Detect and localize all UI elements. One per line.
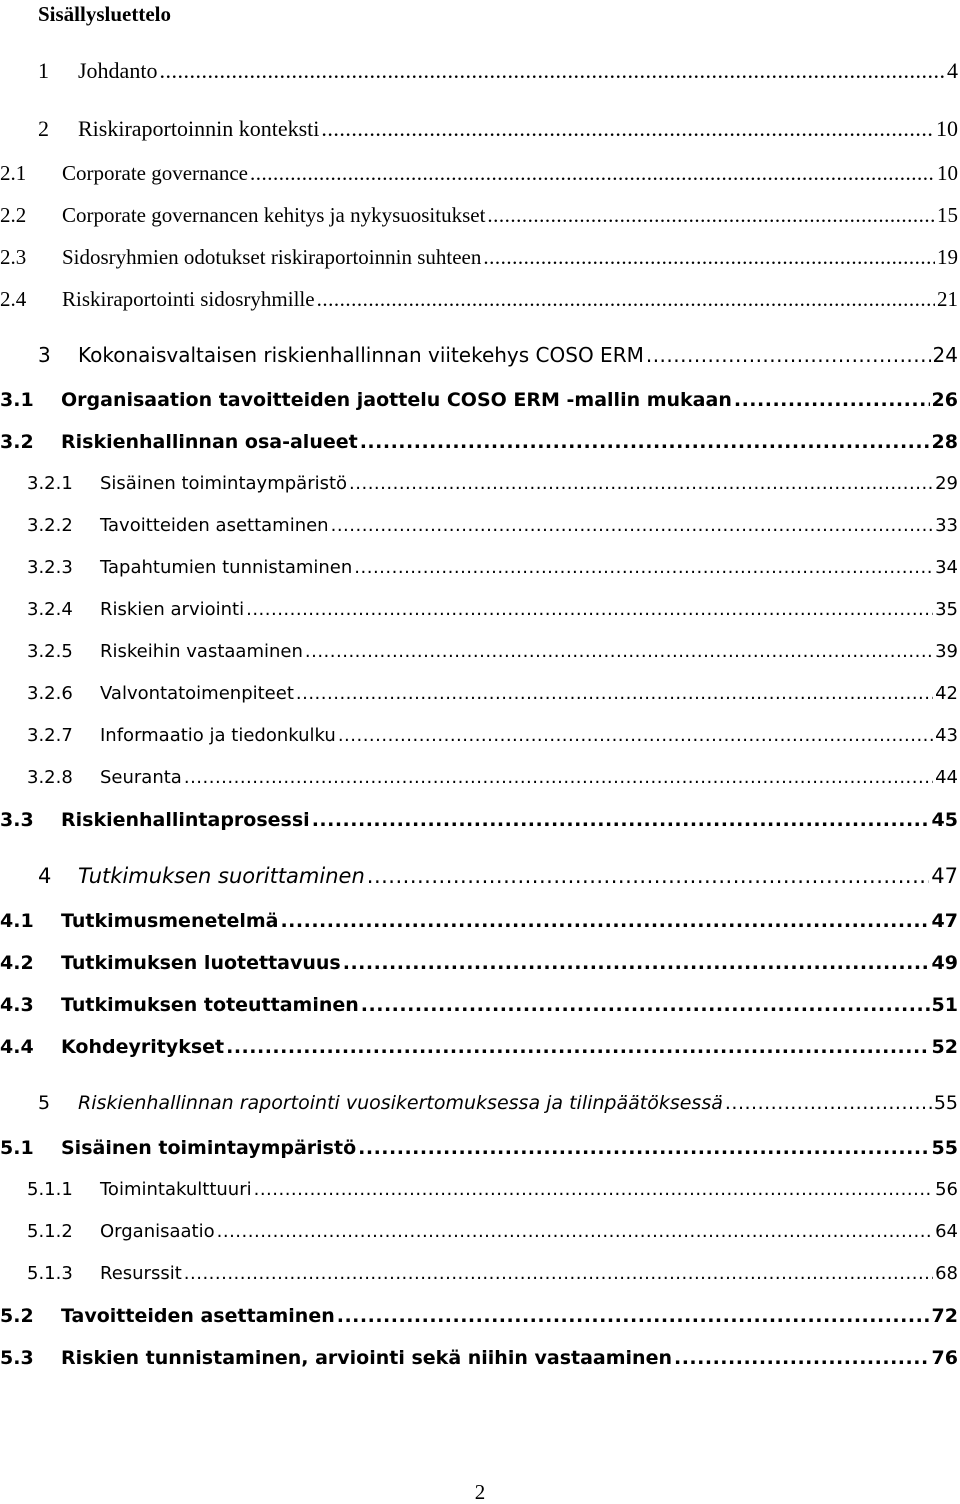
toc-entry-page: 24 (932, 343, 958, 367)
toc-entry-page: 51 (931, 994, 958, 1016)
toc-entry-title: Tutkimuksen toteuttaminen (61, 994, 359, 1016)
toc-entry-number: 4.1 (0, 910, 34, 932)
toc-entry-page: 45 (931, 809, 958, 831)
toc-entry-title: Riskien arviointi (100, 599, 245, 620)
toc-entry-number: 5.2 (0, 1305, 34, 1327)
toc-entry-4-4[interactable] (0, 1036, 958, 1062)
toc-entry-number: 3.2 (0, 431, 34, 453)
toc-entry-number: 4.2 (0, 952, 34, 974)
toc-entry-number: 5.1.2 (27, 1221, 73, 1242)
toc-entry-title: Organisaation tavoitteiden jaottelu COSO ERM -mallin mukaan (61, 389, 732, 411)
toc-entry-4-3[interactable] (0, 994, 958, 1020)
toc-leader-dots (226, 1036, 929, 1058)
toc-entry-page: 76 (931, 1347, 958, 1369)
toc-entry-number: 5.1 (0, 1137, 34, 1159)
toc-entry-number: 3.3 (0, 809, 34, 831)
toc-entry-page: 43 (935, 725, 958, 746)
toc-entry-4-1[interactable] (0, 910, 958, 936)
toc-entry-page: 55 (933, 1092, 958, 1114)
toc-entry-number: 2.4 (0, 287, 27, 311)
toc-entry-page: 47 (931, 864, 958, 888)
toc-entry-title: Tavoitteiden asettaminen (100, 515, 329, 536)
toc-entry-number: 5.3 (0, 1347, 34, 1369)
toc-entry-page: 15 (937, 203, 958, 227)
toc-entry-5-1-3[interactable] (27, 1263, 958, 1289)
toc-entry-number: 4.4 (0, 1036, 34, 1058)
toc-entry-page: 10 (937, 161, 958, 185)
toc-entry-title: Sisäinen toimintaympäristö (100, 473, 348, 494)
toc-entry-page: 68 (935, 1263, 958, 1284)
toc-leader-dots (338, 725, 933, 746)
toc-leader-dots (217, 1221, 933, 1242)
toc-entry-page: 49 (931, 952, 958, 974)
toc-entry-page: 64 (935, 1221, 958, 1242)
toc-entry-1[interactable] (38, 58, 958, 86)
toc-entry-page: 10 (936, 116, 958, 141)
toc-entry-page: 56 (935, 1179, 958, 1200)
toc-entry-4[interactable] (38, 864, 958, 892)
toc-entry-3-2-5[interactable] (27, 641, 958, 667)
toc-leader-dots (343, 952, 930, 974)
toc-entry-title: Tutkimusmenetelmä (61, 910, 279, 932)
toc-entry-title: Tutkimuksen suorittaminen (78, 864, 365, 888)
toc-entry-3-3[interactable] (0, 809, 958, 835)
toc-entry-number: 3.2.1 (27, 473, 73, 494)
toc-entry-title: Corporate governancen kehitys ja nykysuositukset (62, 203, 486, 227)
toc-entry-3[interactable] (38, 343, 958, 371)
toc-entry-number: 3.1 (0, 389, 34, 411)
toc-entry-title: Valvontatoimenpiteet (100, 683, 294, 704)
toc-leader-dots (349, 473, 933, 494)
toc-entry-title: Johdanto (78, 58, 158, 83)
toc-entry-number: 3.2.3 (27, 557, 73, 578)
toc-leader-dots (358, 1137, 929, 1159)
toc-entry-5-1-1[interactable] (27, 1179, 958, 1205)
toc-entry-2-3[interactable] (0, 245, 958, 271)
toc-entry-number: 4 (38, 864, 52, 888)
toc-entry-title: Resurssit (100, 1263, 182, 1284)
toc-entry-2[interactable] (38, 116, 958, 144)
toc-entry-title: Tapahtumien tunnistaminen (100, 557, 353, 578)
toc-entry-number: 2.1 (0, 161, 27, 185)
toc-entry-page: 4 (947, 58, 958, 83)
toc-title: Sisällysluettelo (38, 2, 172, 26)
toc-leader-dots (159, 58, 945, 84)
toc-entry-title: Corporate governance (62, 161, 248, 185)
toc-entry-page: 52 (931, 1036, 958, 1058)
toc-entry-title: Toimintakulttuuri (100, 1179, 252, 1200)
toc-entry-number: 2 (38, 116, 49, 141)
toc-leader-dots (725, 1092, 932, 1114)
toc-leader-dots (361, 994, 930, 1016)
toc-entry-number: 3.2.5 (27, 641, 73, 662)
toc-leader-dots (360, 431, 930, 453)
toc-entry-title: Kokonaisvaltaisen riskienhallinnan viitekehys COSO ERM (78, 343, 644, 367)
toc-entry-number: 3.2.6 (27, 683, 73, 704)
toc-entry-title: Organisaatio (100, 1221, 215, 1242)
toc-entry-3-2-2[interactable] (27, 515, 958, 541)
toc-entry-number: 2.2 (0, 203, 27, 227)
toc-leader-dots (280, 910, 929, 932)
toc-entry-title: Riskienhallintaprosessi (61, 809, 310, 831)
toc-leader-dots (317, 287, 935, 312)
toc-entry-number: 3.2.4 (27, 599, 73, 620)
toc-leader-dots (305, 641, 933, 662)
toc-entry-title: Riskien tunnistaminen, arviointi sekä niihin vastaaminen (61, 1347, 672, 1369)
toc-entry-title: Informaatio ja tiedonkulku (100, 725, 336, 746)
toc-entry-2-1[interactable] (0, 161, 958, 187)
toc-entry-title: Riskienhallinnan osa-alueet (61, 431, 358, 453)
toc-entry-page: 33 (935, 515, 958, 536)
toc-entry-title: Riskienhallinnan raportointi vuosikertomuksessa ja tilinpäätöksessä (78, 1092, 723, 1114)
toc-leader-dots (254, 1179, 934, 1200)
toc-entry-number: 5.1.3 (27, 1263, 73, 1284)
toc-entry-number: 3 (38, 343, 51, 367)
toc-leader-dots (246, 599, 933, 620)
toc-entry-title: Riskiraportointi sidosryhmille (62, 287, 315, 311)
toc-entry-5-2[interactable] (0, 1305, 958, 1331)
toc-entry-number: 4.3 (0, 994, 34, 1016)
toc-entry-page: 39 (935, 641, 958, 662)
toc-leader-dots (296, 683, 933, 704)
toc-entry-page: 55 (931, 1137, 958, 1159)
toc-leader-dots (312, 809, 930, 831)
toc-entry-number: 5.1.1 (27, 1179, 73, 1200)
toc-leader-dots (321, 116, 934, 142)
toc-entry-title: Sisäinen toimintaympäristö (61, 1137, 357, 1159)
toc-entry-3-2[interactable] (0, 431, 958, 457)
toc-entry-3-2-1[interactable] (27, 473, 958, 499)
toc-entry-page: 42 (935, 683, 958, 704)
toc-entry-page: 19 (937, 245, 958, 269)
page-number: 2 (474, 1480, 486, 1504)
toc-entry-page: 35 (935, 599, 958, 620)
toc-leader-dots (674, 1347, 930, 1369)
toc-entry-title: Riskeihin vastaaminen (100, 641, 303, 662)
toc-leader-dots (354, 557, 933, 578)
toc-entry-5-1-2[interactable] (27, 1221, 958, 1247)
toc-entry-page: 29 (935, 473, 958, 494)
toc-leader-dots (646, 343, 931, 367)
toc-entry-page: 26 (931, 389, 958, 411)
toc-leader-dots (483, 245, 935, 270)
toc-entry-page: 28 (931, 431, 958, 453)
toc-entry-page: 47 (931, 910, 958, 932)
toc-leader-dots (337, 1305, 930, 1327)
toc-entry-title: Sidosryhmien odotukset riskiraportoinnin suhteen (62, 245, 482, 269)
toc-entry-3-1[interactable] (0, 389, 958, 415)
toc-entry-3-2-7[interactable] (27, 725, 958, 751)
toc-entry-page: 34 (935, 557, 958, 578)
toc-entry-5-1[interactable] (0, 1137, 958, 1163)
toc-entry-page: 44 (935, 767, 958, 788)
toc-entry-5-3[interactable] (0, 1347, 958, 1373)
toc-leader-dots (331, 515, 934, 536)
toc-leader-dots (250, 161, 935, 186)
toc-entry-title: Seuranta (100, 767, 182, 788)
toc-entry-3-2-6[interactable] (27, 683, 958, 709)
toc-entry-number: 3.2.8 (27, 767, 73, 788)
toc-entry-2-2[interactable] (0, 203, 958, 229)
toc-entry-number: 5 (38, 1092, 51, 1114)
toc-entry-4-2[interactable] (0, 952, 958, 978)
toc-leader-dots (184, 1263, 933, 1284)
toc-entry-number: 3.2.7 (27, 725, 73, 746)
toc-entry-3-2-8[interactable] (27, 767, 958, 793)
toc-leader-dots (184, 767, 933, 788)
toc-entry-2-4[interactable] (0, 287, 958, 313)
toc-leader-dots (487, 203, 935, 228)
toc-entry-title: Kohdeyritykset (61, 1036, 225, 1058)
toc-entry-title: Riskiraportoinnin konteksti (78, 116, 320, 141)
toc-entry-page: 72 (931, 1305, 958, 1327)
toc-leader-dots (367, 864, 930, 888)
toc-entry-3-2-3[interactable] (27, 557, 958, 583)
toc-entry-number: 1 (38, 58, 49, 83)
toc-entry-title: Tavoitteiden asettaminen (61, 1305, 335, 1327)
toc-entry-5[interactable] (38, 1092, 958, 1120)
toc-entry-page: 21 (937, 287, 958, 311)
toc-entry-3-2-4[interactable] (27, 599, 958, 625)
toc-entry-number: 2.3 (0, 245, 27, 269)
toc-entry-title: Tutkimuksen luotettavuus (61, 952, 341, 974)
toc-entry-number: 3.2.2 (27, 515, 73, 536)
toc-leader-dots (734, 389, 930, 411)
